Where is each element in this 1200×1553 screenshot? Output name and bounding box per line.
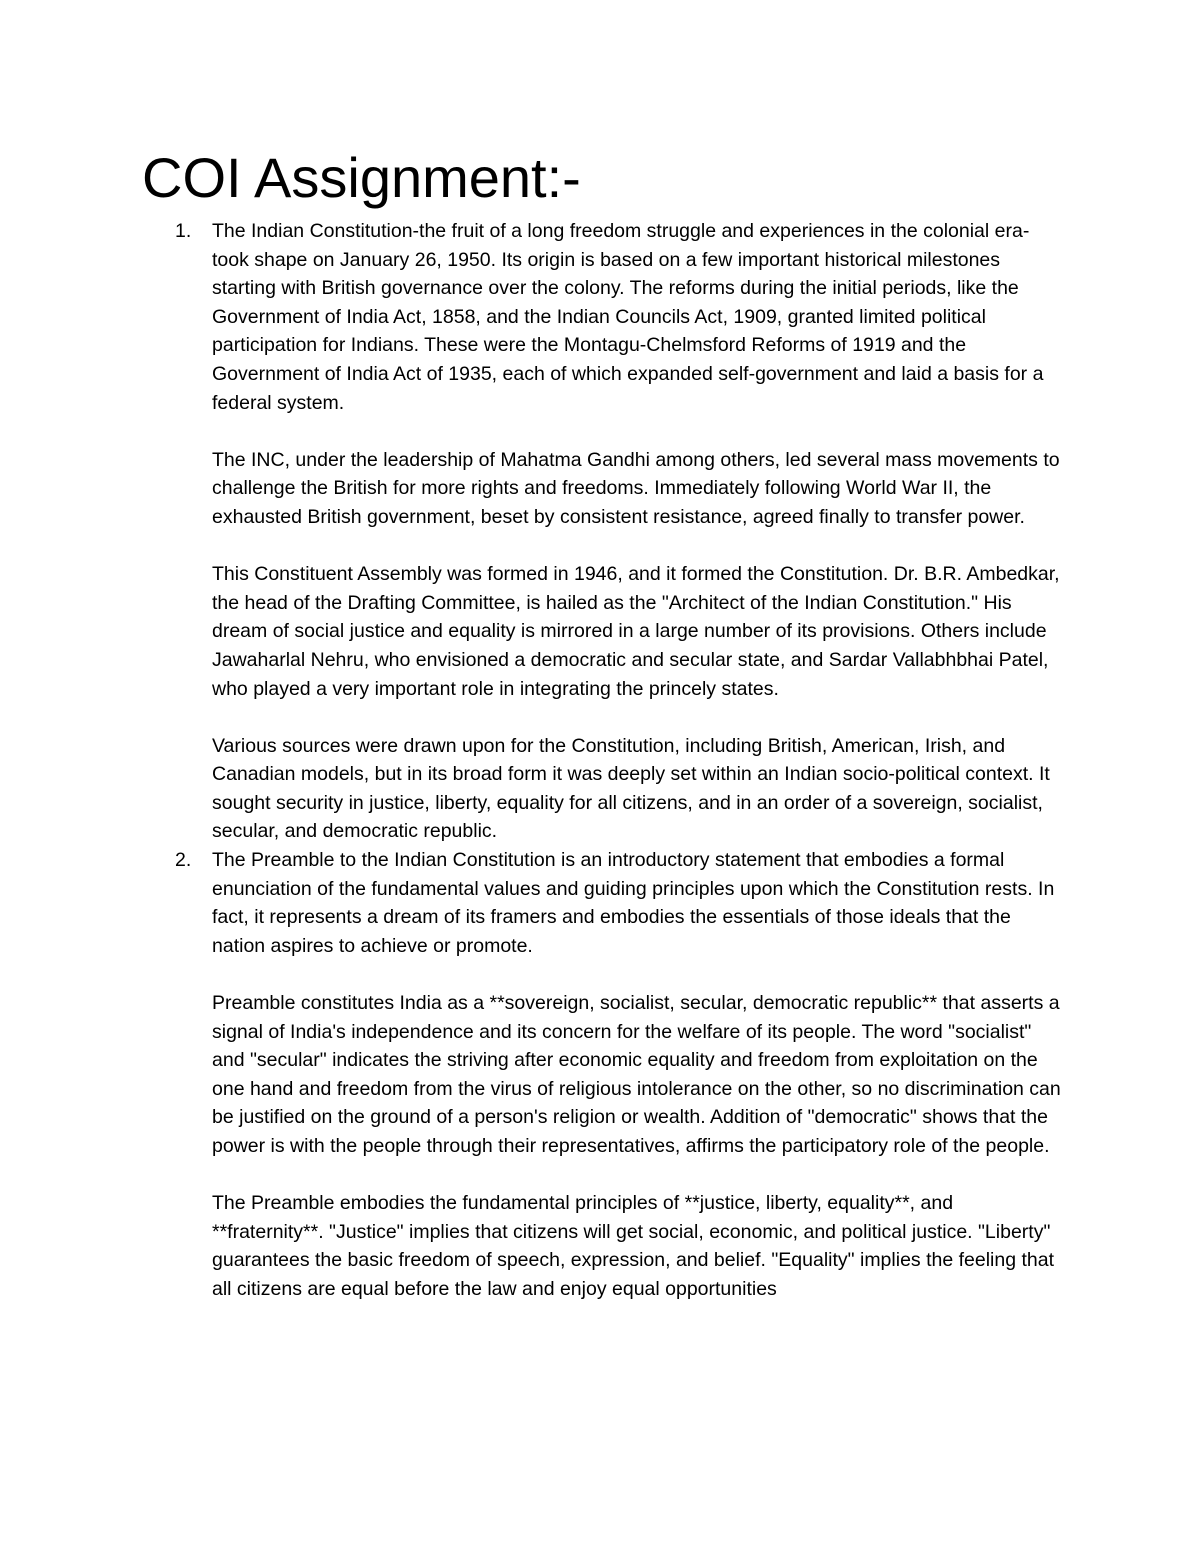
paragraph: Various sources were drawn upon for the Constitution, including British, American, Irish, and Canadian models, but in its broad form it was deeply set within an Indian socio-political context. It sought security in justice, liberty, equality for all citizens, and in an order of a sovereign, socialist, secular, and democratic republic.: [212, 734, 1050, 843]
list-item-number: 1.: [175, 220, 192, 242]
paragraph: This Constituent Assembly was formed in 1946, and it formed the Constitution. Dr. B.R. Ambedkar, the head of the Drafting Committee, is hailed as the "Architect of the Indian Constitution." His dream of social justice and equality is mirrored in a large number of its provisions. Others include Jawaharlal Nehru, who envisioned a democratic and secular state, and Sardar Vallabhbhai Patel, who played a very important role in integrating the princely states.: [212, 563, 1060, 700]
paragraph: The Preamble to the Indian Constitution is an introductory statement that embodies a formal enunciation of the fundamental values and guiding principles upon which the Constitution rests. In fact, it represents a dream of its framers and embodies the essentials of those ideals that the nation aspires to achieve or promote.: [212, 849, 1055, 957]
paragraph: Preamble constitutes India as a **sovereign, socialist, secular, democratic republic** that asserts a signal of India's independence and its concern for the welfare of its people. The word "socialist" and "secular" indicates the striving after economic equality and freedom from exploitation on the one hand and freedom from the virus of religious intolerance on the other, so no discrimination can be justified on the ground of a person's religion or wealth. Addition of "democratic" shows that the power is with the people through their representatives, affirms the participatory role of the people.: [212, 992, 1061, 1157]
list-item-number: 2.: [175, 849, 192, 872]
paragraph: The Preamble embodies the fundamental principles of **justice, liberty, equality**, and **fraternity**. "Justice" implies that citizens will get social, economic, and political justice. "Liberty" guarantees the basic freedom of speech, expression, and belief. "Equality" implies the feeling that all citizens are equal before the law and enjoy equal opportunities: [212, 1192, 1055, 1300]
list-item-1: [0, 217, 1062, 846]
document-title: COI Assignment:-: [142, 146, 581, 209]
list-item-2: [0, 846, 1062, 1304]
assignment-list: [0, 217, 1200, 1304]
paragraph: The INC, under the leadership of Mahatma Gandhi among others, led several mass movements to challenge the British for more rights and freedoms. Immediately following World War II, the exhausted British government, beset by consistent resistance, agreed finally to transfer power.: [212, 448, 1060, 528]
paragraph: The Indian Constitution-the fruit of a long freedom struggle and experiences in the colonial era-took shape on January 26, 1950. Its origin is based on a few important historical milestones starting with British governance over the colony. The reforms during the initial periods, like the Government of India Act, 1858, and the Indian Councils Act, 1909, granted limited political participation for Indians. These were the Montagu-Chelmsford Reforms of 1919 and the Government of India Act of 1935, each of which expanded self-government and laid a basis for a federal system.: [212, 220, 1044, 414]
